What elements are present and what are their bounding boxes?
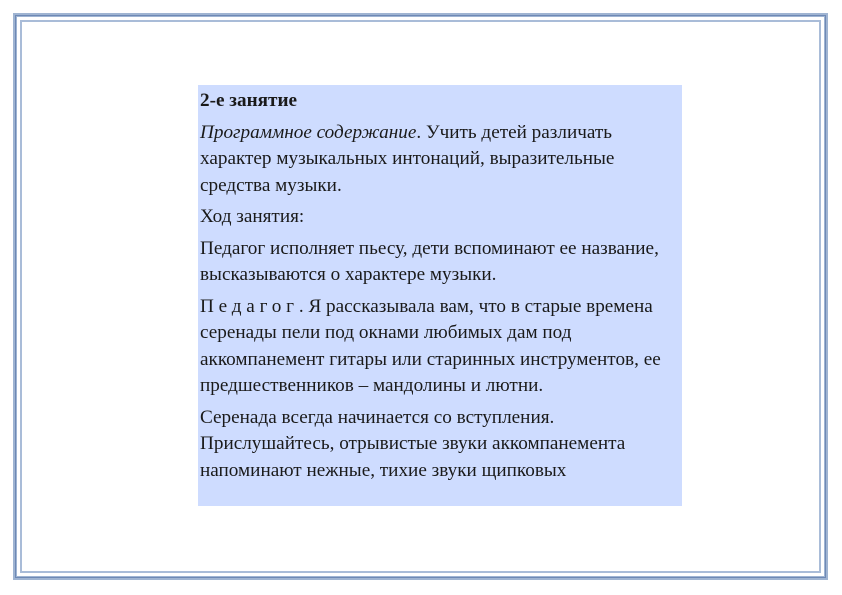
program-content-paragraph [200, 120, 680, 200]
speaker-text: . Я рассказывала вам, что в старые времена серенады пели под окнами любимых дам под аккомпанемент гитары или старинных инструментов, ее предшественников – мандолины и лютни. [200, 295, 661, 396]
lesson-heading: 2-е занятие [200, 90, 298, 111]
teacher-paragraph [200, 294, 680, 400]
program-content-text: . Учить детей различать характер музыкальных интонаций, выразительные средства музыки. [200, 121, 615, 196]
speaker-label: Педагог [200, 295, 299, 317]
program-content-label: Программное содержание [200, 121, 417, 143]
course-title: Ход занятия: [200, 206, 305, 227]
lesson-text-box [198, 85, 682, 506]
lesson-paragraph-1: Педагог исполняет пьесу, дети вспоминают ее название, высказываются о характере музыки. [200, 237, 659, 285]
lesson-paragraph-3: Серенада всегда начинается со вступления. Прислушайтесь, отрывистые звуки аккомпанемента напоминают нежные, тихие звуки щипковых [200, 406, 626, 481]
